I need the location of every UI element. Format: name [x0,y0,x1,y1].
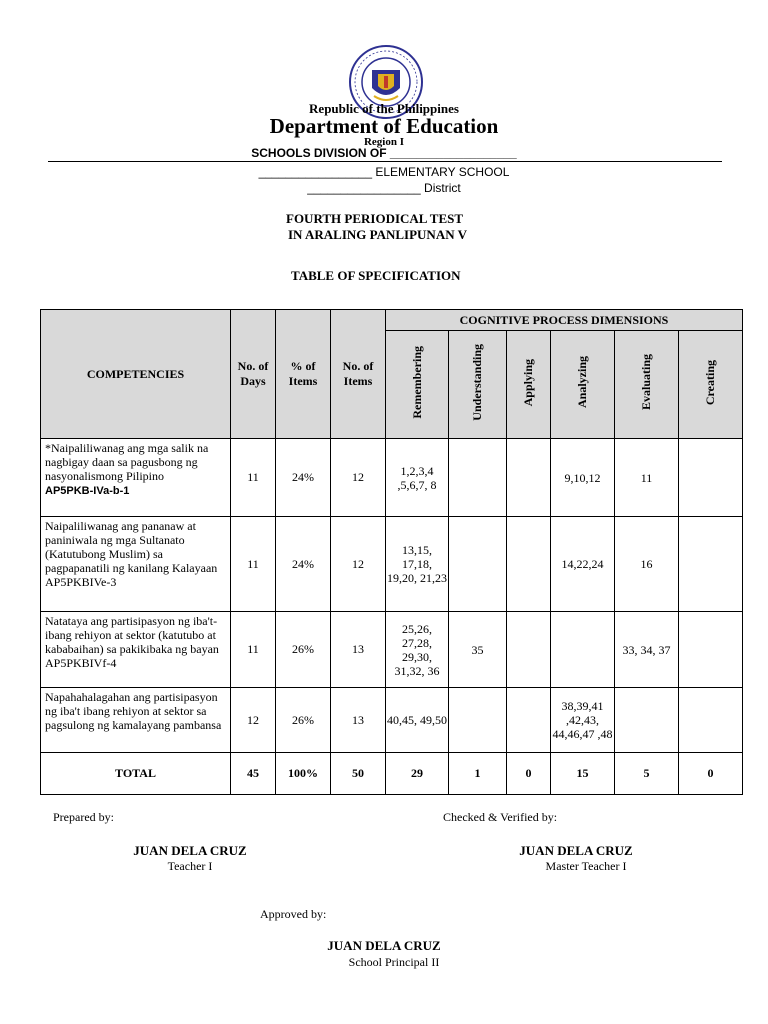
days-cell: 12 [231,688,276,753]
evaluating-cell: 11 [615,439,679,517]
analyzing-cell: 9,10,12 [551,439,615,517]
table-row [41,439,743,517]
applying-cell [507,688,551,753]
items-cell: 13 [331,688,386,753]
school-line: _________________ ELEMENTARY SCHOOL [258,165,510,179]
creating-cell [679,612,743,688]
total-evaluating: 5 [615,753,679,795]
total-days: 45 [231,753,276,795]
specification-table [40,309,743,795]
competency-cell: *Naipaliliwanag ang mga salik na nagbigay daan sa pagusbong ng nasyonalismong Pilipino AP5PKB-IVa-b-1 [41,439,231,517]
checked-by-name: JUAN DELA CRUZ [519,843,633,858]
percent-cell: 26% [276,688,331,753]
analyzing-cell: 38,39,41 ,42,43, 44,46,47 ,48 [551,688,615,753]
table-title: TABLE OF SPECIFICATION [291,268,461,283]
approved-by-name: JUAN DELA CRUZ [327,938,441,953]
understanding-cell [449,688,507,753]
remembering-cell: 1,2,3,4 ,5,6,7, 8 [386,439,449,517]
applying-cell [507,439,551,517]
header-competencies: COMPETENCIES [41,310,231,439]
header-applying: Applying [507,331,551,439]
header-evaluating: Evaluating [615,331,679,439]
prepared-by-position: Teacher I [167,859,213,873]
creating-cell [679,517,743,612]
header-remembering: Remembering [386,331,449,439]
understanding-cell: 35 [449,612,507,688]
total-analyzing: 15 [551,753,615,795]
days-cell: 11 [231,517,276,612]
remembering-cell: 25,26, 27,28, 29,30, 31,32, 36 [386,612,449,688]
department-heading: Department of Education [269,114,499,138]
percent-cell: 26% [276,612,331,688]
region-heading: Region I [363,136,405,148]
percent-cell: 24% [276,439,331,517]
header-creating: Creating [679,331,743,439]
approved-by-label: Approved by: [260,907,327,921]
checked-by-label: Checked & Verified by: [443,810,558,824]
table-row [41,517,743,612]
checked-by-position: Master Teacher I [545,859,627,873]
evaluating-cell: 16 [615,517,679,612]
total-items: 50 [331,753,386,795]
header-items: No. of Items [331,310,386,439]
prepared-by-name: JUAN DELA CRUZ [133,843,247,858]
analyzing-cell [551,612,615,688]
evaluating-cell [615,688,679,753]
competency-cell: Napahahalagahan ang partisipasyon ng iba't ibang rehiyon at sektor sa pagsulong ng kamalayang pambansa [41,688,231,753]
items-cell: 13 [331,612,386,688]
total-label: TOTAL [41,753,231,795]
header-days: No. of Days [231,310,276,439]
division-heading: SCHOOLS DIVISION OF ___________________ [251,146,517,160]
table-row [41,688,743,753]
total-remembering: 29 [386,753,449,795]
days-cell: 11 [231,612,276,688]
total-percent: 100% [276,753,331,795]
subject-title: IN ARALING PANLIPUNAN V [288,227,468,242]
header-analyzing: Analyzing [551,331,615,439]
creating-cell [679,688,743,753]
competency-cell: Naipaliliwanag ang pananaw at paniniwala ng mga Sultanato (Katutubong Muslim) sa pagpapanatili ng kanilang Kalayaan AP5PKBIVe-3 [41,517,231,612]
total-creating: 0 [679,753,743,795]
table-row [41,612,743,688]
header-divider [48,161,722,162]
header-percent: % of Items [276,310,331,439]
evaluating-cell: 33, 34, 37 [615,612,679,688]
analyzing-cell: 14,22,24 [551,517,615,612]
creating-cell [679,439,743,517]
remembering-cell: 40,45, 49,50 [386,688,449,753]
applying-cell [507,517,551,612]
header-understanding: Understanding [449,331,507,439]
total-row [41,753,743,795]
days-cell: 11 [231,439,276,517]
items-cell: 12 [331,517,386,612]
total-applying: 0 [507,753,551,795]
test-title: FOURTH PERIODICAL TEST [286,211,464,226]
republic-heading: Republic of the Philippines [309,101,459,116]
understanding-cell [449,517,507,612]
prepared-by-label: Prepared by: [53,810,114,824]
remembering-cell: 13,15, 17,18, 19,20, 21,23 [386,517,449,612]
approved-by-position: School Principal II [348,955,440,969]
header-cognitive-dimensions: COGNITIVE PROCESS DIMENSIONS [386,310,743,331]
competency-cell: Natataya ang partisipasyon ng iba't-ibang rehiyon at sektor (katutubo at kababaihan) sa pakikibaka ng bayan AP5PKBIVf-4 [41,612,231,688]
items-cell: 12 [331,439,386,517]
percent-cell: 24% [276,517,331,612]
total-understanding: 1 [449,753,507,795]
applying-cell [507,612,551,688]
understanding-cell [449,439,507,517]
district-line: _________________ District [307,181,461,195]
